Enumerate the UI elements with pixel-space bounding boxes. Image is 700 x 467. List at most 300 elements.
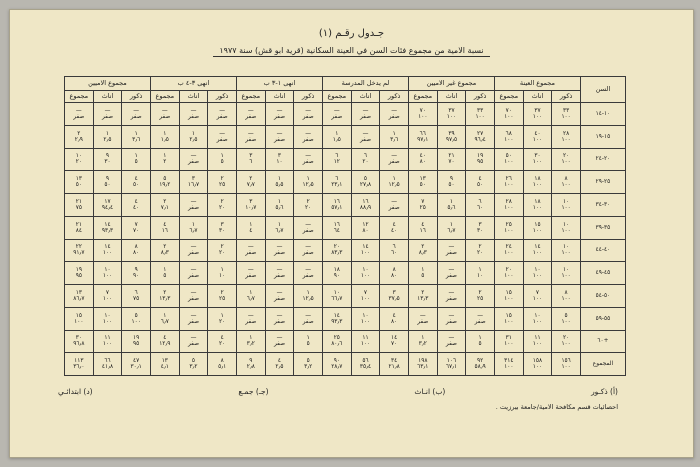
data-cell	[523, 148, 552, 171]
cell-count: ٤	[134, 176, 138, 183]
cell-count: ٣	[191, 176, 196, 183]
cell-percent: ٨٦٫٧	[73, 295, 85, 302]
data-cell	[408, 330, 437, 353]
cell-count: ٥	[564, 312, 568, 319]
cell-count: ٣١٤	[504, 358, 514, 365]
cell-count: ٣٠	[75, 335, 82, 342]
cell-count: —	[419, 312, 426, 319]
cell-percent: ١٠٠	[446, 113, 457, 120]
age-cell: ٣٠-٣٤	[580, 194, 625, 217]
cell-count: —	[276, 267, 283, 274]
cell-percent: ٧٥	[75, 204, 82, 211]
data-cell	[552, 125, 581, 148]
cell-count: ١	[249, 289, 253, 296]
cell-count: ١٦	[333, 221, 340, 228]
data-cell	[351, 307, 380, 330]
data-cell	[150, 171, 179, 194]
age-cell: ٥٥-٥٩	[580, 307, 625, 330]
cell-percent: ٥٠	[476, 182, 484, 189]
cell-percent: ٦٫٧	[160, 318, 169, 325]
data-cell	[65, 216, 94, 239]
cell-count: ٦	[392, 244, 396, 251]
data-cell	[294, 330, 323, 353]
data-cell	[494, 194, 523, 217]
cell-percent: ٢٫٩	[74, 136, 83, 143]
data-cell	[552, 103, 581, 126]
cell-count: ٣٣	[476, 107, 484, 114]
cell-percent: ٦	[249, 159, 253, 166]
data-cell	[208, 125, 237, 148]
data-cell	[93, 307, 122, 330]
cell-count: ٤٧	[133, 358, 140, 365]
cell-percent: ٢٠	[362, 159, 369, 166]
cell-count: ٢٧	[476, 130, 484, 137]
cell-percent: ١٣٫٣	[417, 295, 429, 302]
data-cell	[437, 307, 466, 330]
cell-percent: ١٠٠	[532, 295, 543, 302]
data-cell	[208, 262, 237, 285]
data-cell	[122, 307, 151, 330]
cell-count: —	[477, 312, 483, 319]
cell-count: ١٠	[534, 312, 541, 319]
cell-percent: صفر	[273, 295, 286, 302]
cell-count: ١١	[534, 335, 541, 342]
cell-percent: صفر	[187, 341, 200, 348]
cell-percent: ١٠٠	[360, 273, 371, 280]
cell-count: ١	[163, 130, 167, 137]
cell-percent: ٧٫٧	[246, 182, 255, 189]
data-cell	[322, 216, 351, 239]
data-cell	[437, 194, 466, 217]
cell-count: ٣٧	[534, 107, 541, 114]
cell-percent: صفر	[73, 113, 85, 120]
cell-count: —	[362, 107, 369, 114]
cell-percent: ٥٠	[448, 182, 455, 189]
cell-count: ٢٦	[505, 176, 512, 183]
data-cell	[351, 330, 380, 353]
cell-percent: صفر	[445, 318, 457, 325]
data-cell	[322, 330, 351, 353]
data-cell	[93, 125, 122, 148]
header-group: انهى ١-٣ ب	[236, 77, 322, 91]
data-cell	[437, 353, 466, 376]
cell-count: ١٤	[362, 244, 369, 251]
data-cell	[437, 285, 466, 308]
cell-percent: صفر	[187, 113, 200, 120]
cell-count: ١٠	[362, 267, 369, 274]
data-cell	[122, 285, 151, 308]
cell-count: ١٠٦	[446, 358, 457, 365]
cell-percent: ٨٫٣	[418, 250, 427, 257]
table-row	[65, 285, 626, 308]
legend	[58, 387, 618, 396]
data-cell	[494, 171, 523, 194]
cell-percent: ٨٤	[75, 227, 82, 234]
cell-percent: ٩٥	[75, 273, 82, 280]
cell-percent: ٥	[478, 341, 482, 348]
data-cell	[122, 194, 151, 217]
data-cell	[523, 285, 552, 308]
cell-count: ١٥٦	[561, 358, 571, 365]
cell-percent: ٦٣٫١	[417, 364, 429, 371]
cell-percent: ٦٠	[476, 204, 484, 211]
cell-percent: ١٦	[419, 227, 426, 234]
table-row	[65, 216, 626, 239]
cell-count: ٦	[363, 153, 368, 160]
table-row	[65, 194, 626, 217]
cell-percent: ١٫٥	[332, 136, 341, 143]
cell-count: —	[190, 335, 197, 342]
cell-count: ١	[249, 335, 253, 342]
data-cell	[322, 194, 351, 217]
data-cell	[380, 285, 409, 308]
cell-count: ٥	[363, 176, 368, 183]
cell-count: ١٣	[161, 358, 168, 365]
cell-percent: ١٠٠	[102, 273, 113, 280]
cell-count: ١	[220, 267, 224, 274]
header-sub: مجموع	[408, 91, 437, 103]
data-cell	[523, 307, 552, 330]
data-cell	[322, 239, 351, 262]
cell-percent: ٣٧٫٥	[388, 295, 400, 302]
cell-percent: ٥٠	[133, 182, 140, 189]
cell-count: ٢٠	[333, 244, 340, 251]
data-cell	[494, 330, 523, 353]
cell-percent: ٢٣٫١	[331, 182, 343, 189]
cell-count: ٣٠	[534, 153, 541, 160]
cell-percent: صفر	[331, 113, 343, 120]
data-cell	[351, 353, 380, 376]
cell-percent: ٣٫٢	[418, 341, 427, 348]
cell-percent: صفر	[302, 113, 314, 120]
data-cell	[380, 171, 409, 194]
table-row	[65, 171, 626, 194]
cell-percent: ١٠٠	[532, 182, 543, 189]
cell-count: ٣٤	[391, 358, 398, 365]
cell-count: —	[391, 198, 398, 205]
cell-count: ١٠	[562, 221, 570, 228]
cell-percent: ٣٫٦	[132, 136, 141, 143]
cell-percent: صفر	[388, 113, 400, 120]
data-cell	[322, 262, 351, 285]
cell-percent: ١٠٠	[561, 295, 571, 302]
data-cell	[179, 148, 208, 171]
cell-percent: صفر	[187, 318, 200, 325]
cell-percent: ١٢٫٥	[388, 182, 400, 189]
cell-percent: ١٠٠	[360, 318, 371, 325]
cell-count: —	[333, 107, 340, 114]
cell-percent: ٥٧٫١	[331, 204, 343, 211]
age-cell: +٦٠	[580, 330, 625, 353]
data-cell	[236, 285, 265, 308]
cell-percent: ١٠٠	[360, 250, 371, 257]
cell-percent: ١٠٠	[561, 364, 571, 371]
cell-count: ٥	[306, 358, 310, 365]
cell-count: —	[104, 107, 111, 114]
cell-percent: ٢٥	[219, 182, 226, 189]
cell-percent: ٨٠	[391, 318, 398, 325]
data-cell	[93, 103, 122, 126]
cell-percent: ١٠٠	[561, 273, 571, 280]
cell-percent: صفر	[130, 113, 142, 120]
cell-percent: صفر	[474, 318, 486, 325]
cell-count: ٦	[134, 289, 138, 296]
cell-count: ٧	[535, 289, 540, 296]
cell-count: ٢١	[448, 153, 455, 160]
cell-count: ٢١	[75, 221, 82, 228]
document-sheet	[9, 9, 694, 458]
cell-percent: ٥٫١	[218, 364, 227, 371]
data-cell	[437, 148, 466, 171]
cell-percent: ٢٠	[476, 250, 484, 257]
cell-count: ٢	[163, 289, 167, 296]
data-cell	[150, 216, 179, 239]
cell-percent: ١٠٠	[561, 227, 571, 234]
data-cell	[150, 307, 179, 330]
data-cell	[65, 148, 94, 171]
cell-percent: ٢	[163, 159, 167, 166]
cell-count: —	[219, 130, 226, 137]
data-cell	[322, 285, 351, 308]
data-cell	[179, 353, 208, 376]
data-cell	[466, 330, 495, 353]
cell-count: ٥	[134, 312, 138, 319]
cell-count: ١٤	[391, 335, 398, 342]
cell-count: —	[391, 107, 398, 114]
cell-count: ٩	[105, 153, 110, 160]
data-cell	[552, 171, 581, 194]
cell-percent: ١٫٥	[160, 136, 169, 143]
data-cell	[265, 239, 294, 262]
data-cell	[65, 330, 94, 353]
cell-count: ١	[163, 312, 167, 319]
data-cell	[294, 216, 323, 239]
cell-count: ١٩	[476, 153, 484, 160]
cell-percent: ٩٣٫٣	[331, 318, 343, 325]
data-cell	[93, 353, 122, 376]
cell-count: ١	[134, 130, 138, 137]
cell-count: ١٥	[75, 312, 82, 319]
data-cell	[466, 125, 495, 148]
cell-count: ١٠	[562, 267, 570, 274]
cell-count: —	[190, 198, 197, 205]
data-cell	[494, 262, 523, 285]
cell-count: ١٨	[333, 267, 340, 274]
cell-count: —	[448, 335, 455, 342]
header-sub: اناث	[523, 91, 552, 103]
cell-count: ١٤	[104, 221, 111, 228]
data-cell	[236, 307, 265, 330]
data-cell	[294, 307, 323, 330]
cell-percent: ١٠٠	[532, 318, 543, 325]
data-cell	[208, 353, 237, 376]
data-cell	[208, 171, 237, 194]
data-cell	[93, 285, 122, 308]
data-cell	[65, 285, 94, 308]
legend-item: (أ) ذكـور	[591, 387, 618, 396]
header-row-groups	[65, 77, 626, 91]
header-sub: ذكور	[552, 91, 581, 103]
cell-count: ١٨	[534, 176, 541, 183]
data-cell	[523, 103, 552, 126]
cell-percent: ٩٣٫٣	[101, 227, 114, 234]
cell-count: —	[448, 289, 455, 296]
cell-percent: ٦٫٧	[246, 295, 255, 302]
data-cell	[351, 171, 380, 194]
cell-count: ٢	[220, 176, 224, 183]
cell-percent: صفر	[187, 204, 200, 211]
cell-count: ٨	[392, 267, 396, 274]
cell-percent: ١٠٠	[561, 136, 571, 143]
cell-percent: ١٠٠	[532, 341, 543, 348]
cell-count: ٢	[478, 289, 482, 296]
cell-count: ١٧	[104, 198, 111, 205]
cell-count: —	[276, 335, 283, 342]
cell-count: ٢١	[75, 198, 82, 205]
cell-percent: ٢٥	[219, 295, 226, 302]
cell-percent: صفر	[273, 318, 286, 325]
cell-percent: ١٠٠	[131, 318, 141, 325]
cell-count: ٢	[421, 244, 425, 251]
data-cell	[437, 125, 466, 148]
data-cell	[150, 148, 179, 171]
data-cell	[294, 353, 323, 376]
data-cell	[208, 239, 237, 262]
cell-count: ١	[478, 267, 482, 274]
data-cell	[294, 171, 323, 194]
header-row-sub	[65, 91, 626, 103]
cell-count: ٧٠	[419, 107, 426, 114]
cell-count: ١	[335, 130, 339, 137]
cell-percent: صفر	[273, 273, 286, 280]
data-cell	[408, 307, 437, 330]
cell-count: —	[219, 107, 226, 114]
cell-count: ١٠	[75, 153, 82, 160]
cell-count: ١	[421, 267, 425, 274]
data-cell	[236, 148, 265, 171]
cell-count: —	[448, 267, 455, 274]
cell-percent: ٩٦٫٨	[73, 341, 85, 348]
cell-percent: ٨٨٫٩	[359, 204, 372, 211]
cell-count: ٦	[335, 153, 339, 160]
cell-percent: صفر	[245, 318, 257, 325]
cell-count: —	[190, 267, 197, 274]
cell-percent: ٥٨٫٩	[474, 364, 486, 371]
data-cell	[265, 330, 294, 353]
data-cell	[236, 125, 265, 148]
data-cell	[351, 125, 380, 148]
cell-count: ٩٠	[333, 358, 340, 365]
cell-count: ٧	[134, 221, 138, 228]
cell-percent: ٨٠	[133, 250, 140, 257]
data-cell	[380, 148, 409, 171]
data-cell	[552, 285, 581, 308]
data-cell	[294, 125, 323, 148]
cell-count: —	[161, 107, 168, 114]
cell-count: ٥٠	[505, 153, 512, 160]
data-cell	[408, 103, 437, 126]
cell-percent: ٥	[421, 273, 425, 280]
data-cell	[93, 239, 122, 262]
cell-count: ١	[134, 153, 138, 160]
cell-percent: ١٠٠	[504, 182, 514, 189]
data-cell	[552, 353, 581, 376]
cell-count: —	[276, 312, 283, 319]
data-cell	[380, 125, 409, 148]
legend-item: (ب) انـاث	[414, 387, 446, 396]
data-cell	[294, 262, 323, 285]
cell-count: —	[305, 267, 312, 274]
data-cell	[380, 194, 409, 217]
cell-count: ٧	[105, 289, 110, 296]
cell-percent: ٣٫٢	[304, 364, 313, 371]
cell-count: ٤	[392, 312, 396, 319]
cell-count: ١	[277, 221, 282, 228]
cell-percent: ٨٠	[362, 227, 369, 234]
cell-count: ٩	[449, 176, 454, 183]
cell-count: ٨	[220, 358, 224, 365]
data-cell	[93, 148, 122, 171]
data-cell	[294, 239, 323, 262]
cell-percent: صفر	[187, 250, 200, 257]
cell-percent: ٤٫١	[160, 364, 169, 371]
cell-count: —	[75, 107, 82, 114]
cell-count: ٧	[363, 289, 368, 296]
data-cell	[122, 353, 151, 376]
table-body	[65, 103, 626, 376]
data-cell	[65, 262, 94, 285]
cell-percent: ٥	[306, 341, 310, 348]
cell-percent: صفر	[302, 159, 314, 166]
cell-percent: ٣٫٢	[246, 341, 255, 348]
cell-percent: صفر	[101, 113, 114, 120]
cell-count: ١	[249, 221, 253, 228]
cell-count: ٢	[163, 198, 167, 205]
cell-percent: صفر	[245, 113, 257, 120]
data-cell	[408, 194, 437, 217]
subtitle-text: نسبة الامية من مجموع فئات السن في العينة السكانية (قرية ابو قش) سنة ١٩٧٧	[213, 46, 489, 57]
header-sub: ذكور	[466, 91, 495, 103]
cell-percent: ١٠٠	[504, 341, 514, 348]
header-group: مجموع العينة	[494, 77, 580, 91]
data-cell	[437, 239, 466, 262]
cell-count: ٥	[191, 358, 196, 365]
cell-percent: صفر	[273, 250, 286, 257]
cell-percent: صفر	[445, 341, 457, 348]
cell-percent: صفر	[187, 159, 200, 166]
data-cell	[236, 353, 265, 376]
cell-count: ٢٨	[505, 198, 512, 205]
cell-count: ١٤	[104, 244, 111, 251]
data-cell	[208, 103, 237, 126]
cell-count: ٩٢	[476, 358, 484, 365]
data-cell	[408, 148, 437, 171]
cell-count: ١	[306, 335, 310, 342]
data-cell	[236, 171, 265, 194]
data-cell	[150, 194, 179, 217]
data-cell	[122, 239, 151, 262]
cell-percent: ١٢٫٩	[159, 341, 171, 348]
data-cell	[523, 125, 552, 148]
cell-percent: صفر	[302, 273, 314, 280]
data-cell	[494, 216, 523, 239]
cell-percent: ٢٫٨	[246, 364, 255, 371]
data-cell	[552, 194, 581, 217]
cell-percent: ١٦	[161, 227, 168, 234]
cell-percent: ١٠٠	[418, 113, 428, 120]
data-cell	[322, 103, 351, 126]
cell-count: ١٠	[104, 312, 111, 319]
